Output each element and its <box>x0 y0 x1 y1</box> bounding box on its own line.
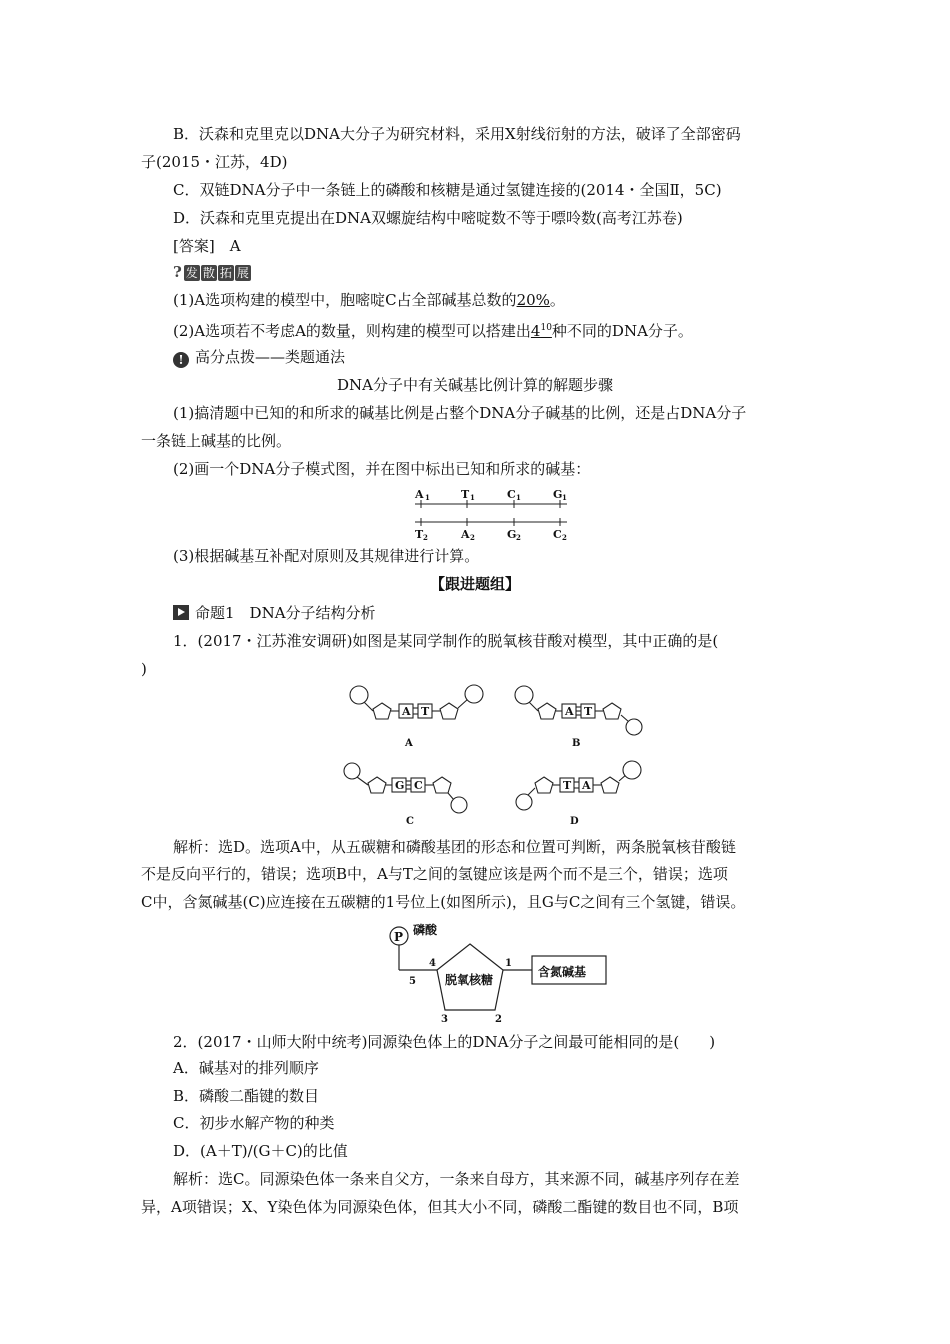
carbon-number: 5 <box>409 976 416 987</box>
base-left: T <box>563 779 572 792</box>
nucleotide-structure-diagram <box>385 918 615 1030</box>
carbon-number: 4 <box>429 958 436 969</box>
option-c: C．双链DNA分子中一条链上的磷酸和核糖是通过氢键连接的(2014・全国Ⅱ，5C) <box>173 181 722 199</box>
base-left: G <box>395 779 405 792</box>
group-header: 【跟进题组】 <box>429 575 520 593</box>
bottom-base-label: T <box>415 528 424 541</box>
phosphate-symbol: P <box>394 930 404 944</box>
subscript: 2 <box>470 533 475 542</box>
expand-l2-text: (2)A选项若不考虑A的数量，则构建的模型可以搭建出 <box>173 322 531 340</box>
q2-analysis-line2: 异，A项错误；X、Y染色体为同源染色体，但其大小不同，磷酸二酯键的数目也不同，B项 <box>141 1198 739 1216</box>
expand-l1-text: (1)A选项构建的模型中，胞嘧啶C占全部碱基总数的 <box>173 291 517 309</box>
q2-option-c: C．初步水解产物的种类 <box>173 1114 335 1132</box>
expand-tag-char: 展 <box>236 266 249 280</box>
expand-line-1 <box>173 290 565 310</box>
subscript: 2 <box>516 533 521 542</box>
model-label: A <box>405 738 413 749</box>
subscript: 1 <box>425 493 430 502</box>
model-label: B <box>572 738 581 749</box>
proposition <box>173 603 376 623</box>
tips-subtitle: DNA分子中有关碱基比例计算的解题步骤 <box>337 376 613 394</box>
subscript: 1 <box>470 493 475 502</box>
sugar-label: 脱氧核糖 <box>445 973 494 987</box>
exclamation-icon: ! <box>173 352 189 368</box>
question-mark-icon: ? <box>173 263 182 281</box>
nucleotide-pair-models <box>340 684 650 834</box>
play-icon <box>173 605 189 620</box>
phosphate-label: 磷酸 <box>413 923 438 937</box>
expand-l2-value <box>531 322 552 340</box>
top-base-label: A <box>415 488 424 501</box>
subscript: 1 <box>516 493 521 502</box>
model-label: D <box>570 816 579 827</box>
expand-l2-base: 4 <box>530 322 541 340</box>
top-base-label: G <box>553 488 563 501</box>
base-left: A <box>402 705 411 718</box>
carbon-number: 2 <box>495 1014 502 1025</box>
q2-option-b: B．磷酸二酯键的数目 <box>173 1087 320 1105</box>
q1-stem-line1: 1．(2017・江苏淮安调研)如图是某同学制作的脱氧核苷酸对模型，其中正确的是( <box>173 632 719 650</box>
step-1-line2: 一条链上碱基的比例。 <box>141 432 292 450</box>
expand-tag-char: 发 <box>185 266 198 280</box>
carbon-number: 3 <box>441 1014 448 1025</box>
q2-option-d: D．(A＋T)/(G＋C)的比值 <box>173 1142 348 1160</box>
q1-stem-line2: ) <box>141 660 147 678</box>
top-base-label: T <box>461 488 470 501</box>
q2-option-a: A．碱基对的排列顺序 <box>173 1059 319 1077</box>
tips-title: 高分点拨——类题通法 <box>195 348 346 366</box>
dna-strand-diagram <box>405 486 585 544</box>
model-label: C <box>406 816 414 827</box>
base-right: T <box>421 705 430 718</box>
option-b-line1: B．沃森和克里克以DNA大分子为研究材料，采用X射线衍射的方法，破译了全部密码 <box>173 125 741 143</box>
step-2: (2)画一个DNA分子模式图，并在图中标出已知和所求的碱基： <box>173 460 591 478</box>
option-b-line2: 子(2015・江苏，4D) <box>141 153 288 171</box>
subscript: 2 <box>423 533 428 542</box>
model-d <box>516 761 641 827</box>
expand-header <box>173 262 252 282</box>
step-1-line1: (1)搞清题中已知的和所求的碱基比例是占整个DNA分子碱基的比例，还是占DNA分子 <box>173 404 747 422</box>
base-right: T <box>584 705 593 718</box>
expand-l2-end: 种不同的DNA分子。 <box>551 322 693 340</box>
q1-analysis-line2: 不是反向平行的，错误；选项B中，A与T之间的氢键应该是两个而不是三个，错误；选项 <box>141 865 728 883</box>
answer: [答案] A <box>173 237 241 255</box>
tips-header <box>173 347 345 368</box>
q1-analysis-line1: 解析：选D。选项A中，从五碳糖和磷酸基团的形态和位置可判断，两条脱氧核苷酸链 <box>173 838 736 856</box>
base-label: 含氮碱基 <box>538 965 587 979</box>
subscript: 1 <box>562 493 567 502</box>
step-3: (3)根据碱基互补配对原则及其规律进行计算。 <box>173 547 480 565</box>
expand-line-2 <box>173 318 693 341</box>
q2-stem: 2．(2017・山师大附中统考)同源染色体上的DNA分子之间最可能相同的是( ) <box>173 1033 716 1051</box>
q1-analysis-line3: C中，含氮碱基(C)应连接在五碳糖的1号位上(如图所示)，且G与C之间有三个氢键，错误。 <box>141 893 746 911</box>
base-right: A <box>582 779 591 792</box>
expand-l1-end: 。 <box>549 291 565 309</box>
option-d: D．沃森和克里克提出在DNA双螺旋结构中嘧啶数不等于嘌呤数(高考江苏卷) <box>173 209 683 227</box>
q2-analysis-line1: 解析：选C。同源染色体一条来自父方，一条来自母方，其来源不同，碱基序列存在差 <box>173 1170 740 1188</box>
top-base-label: C <box>507 488 516 501</box>
base-left: A <box>565 705 574 718</box>
model-c <box>344 763 467 827</box>
carbon-number: 1 <box>505 958 512 969</box>
subscript: 2 <box>562 533 567 542</box>
expand-l1-value: 20% <box>516 291 550 309</box>
bottom-base-label: A <box>461 528 470 541</box>
base-right: C <box>414 779 423 792</box>
bottom-base-label: G <box>507 528 517 541</box>
model-b <box>515 686 642 749</box>
expand-l2-exponent: 10 <box>540 323 552 333</box>
bottom-base-label: C <box>553 528 562 541</box>
proposition-title: 命题1 DNA分子结构分析 <box>195 604 376 622</box>
expand-tag-char: 散 <box>202 266 215 280</box>
model-a <box>350 685 483 749</box>
expand-tag-char: 拓 <box>219 266 232 280</box>
